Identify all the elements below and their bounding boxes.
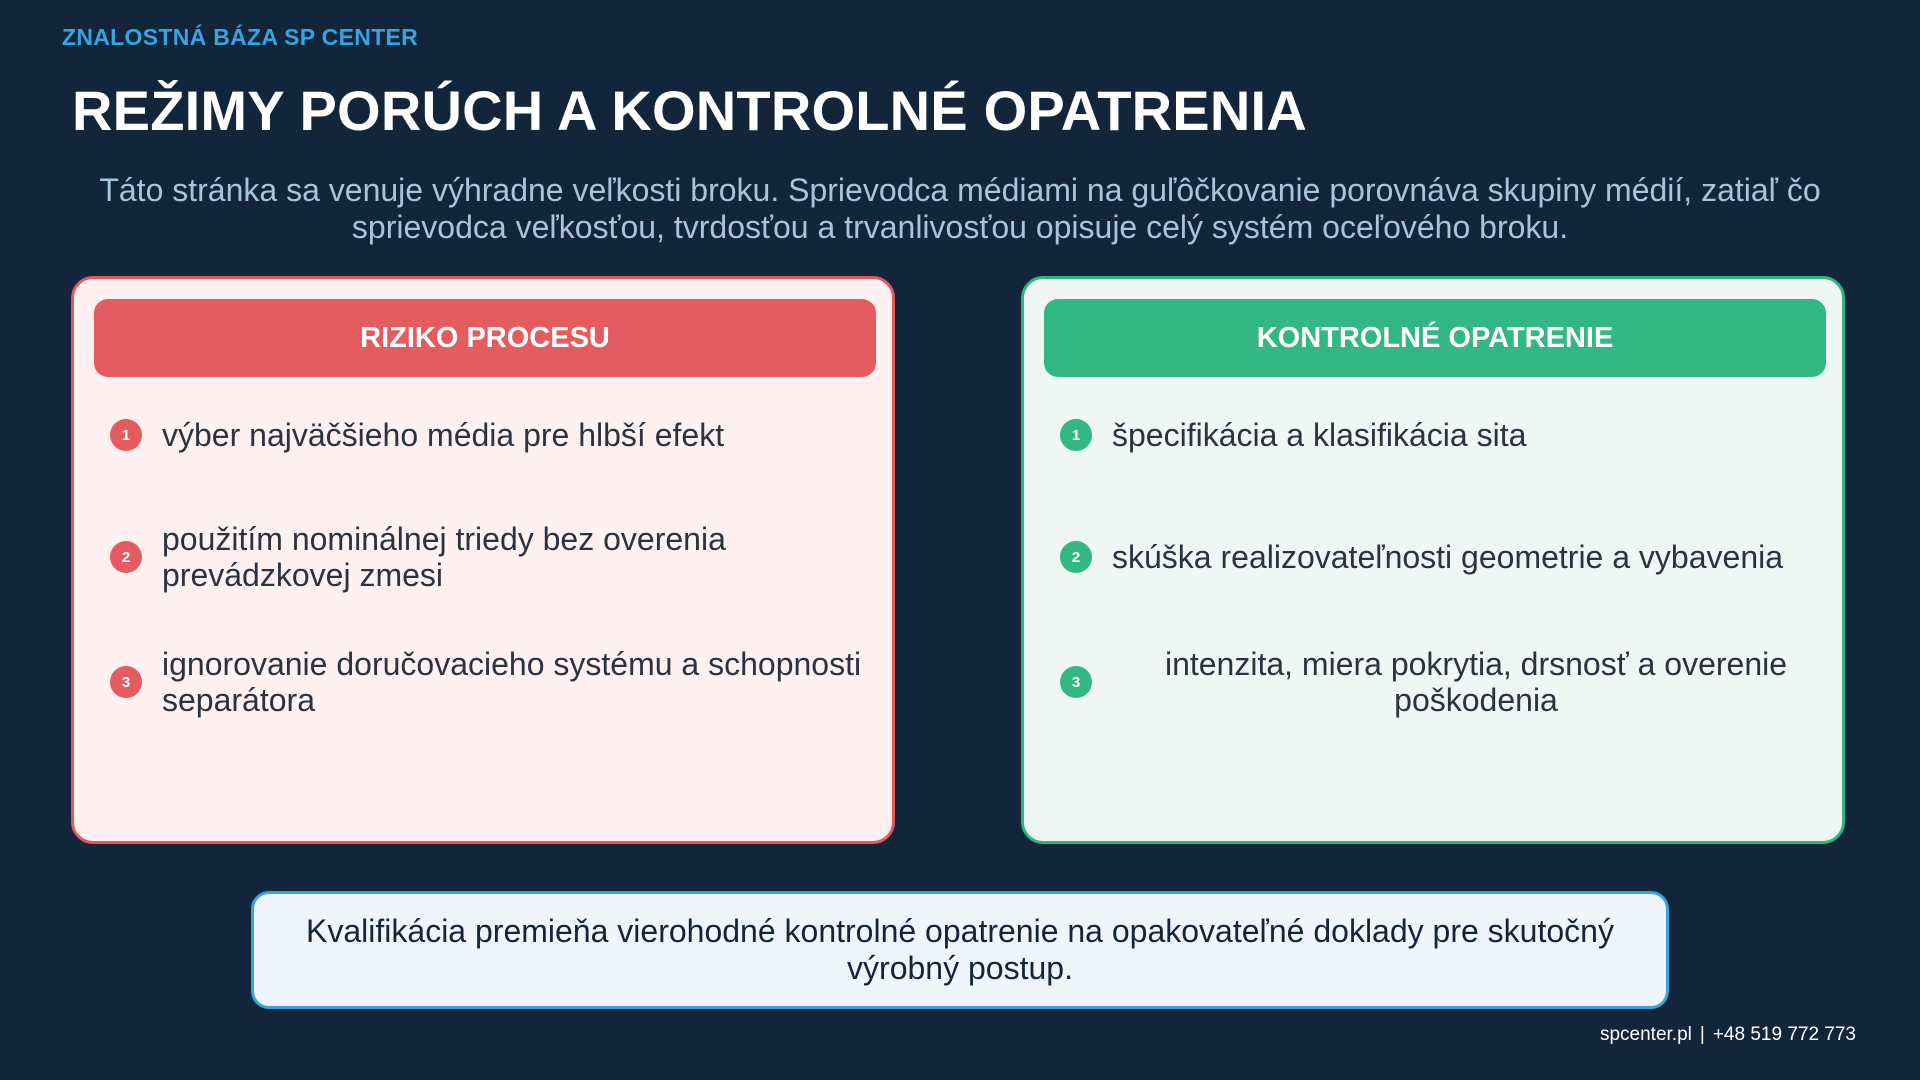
control-item-3 [1060, 646, 1820, 718]
risk-item-3 [110, 646, 870, 718]
risk-item-text: použitím nominálnej triedy bez overenia prevádzkovej zmesi [162, 521, 726, 593]
page-title: REŽIMY PORÚCH A KONTROLNÉ OPATRENIA [72, 79, 1307, 142]
control-item-text: skúška realizovateľnosti geometrie a vybavenia [1112, 539, 1784, 575]
kicker-label: ZNALOSTNÁ BÁZA SP CENTER [62, 24, 419, 50]
footer-website: spcenter.pl [1599, 1024, 1692, 1045]
footer-phone: +48 519 772 773 [1712, 1024, 1856, 1045]
risk-card [71, 276, 895, 844]
number-badge: 2 [1060, 541, 1092, 573]
number-badge: 3 [110, 666, 142, 698]
control-item-1 [1060, 417, 1820, 453]
callout-text: Kvalifikácia premieňa vierohodné kontrolné opatrenie na opakovateľné doklady pre skutočný výrobný postup. [306, 913, 1614, 986]
control-item-2 [1060, 539, 1820, 575]
risk-item-text: ignorovanie doručovacieho systému a schopnosti separátora [162, 646, 862, 718]
risk-item-text: výber najväčšieho média pre hlbší efekt [162, 417, 725, 453]
control-item-text: špecifikácia a klasifikácia sita [1112, 417, 1527, 453]
number-badge: 1 [1060, 419, 1092, 451]
footer-contact [1600, 1024, 1856, 1046]
number-badge: 2 [110, 541, 142, 573]
callout-box [251, 891, 1669, 1009]
control-item-text: intenzita, miera pokrytia, drsnosť a overenie poškodenia [1164, 646, 1788, 718]
control-card [1021, 276, 1845, 844]
number-badge: 3 [1060, 666, 1092, 698]
control-card-heading: KONTROLNÉ OPATRENIE [1044, 299, 1826, 377]
risk-item-2 [110, 521, 870, 593]
risk-item-1 [110, 417, 870, 453]
risk-card-heading: RIZIKO PROCESU [94, 299, 876, 377]
page-subtitle: Táto stránka sa venuje výhradne veľkosti broku. Sprievodca médiami na guľôčkovanie porovnáva skupiny médií, zatiaľ čo sprievodca veľkosťou, tvrdosťou a trvanlivosťou opisuje celý systém oceľového broku. [99, 172, 1821, 245]
number-badge: 1 [110, 419, 142, 451]
footer-separator: | [1699, 1024, 1705, 1045]
